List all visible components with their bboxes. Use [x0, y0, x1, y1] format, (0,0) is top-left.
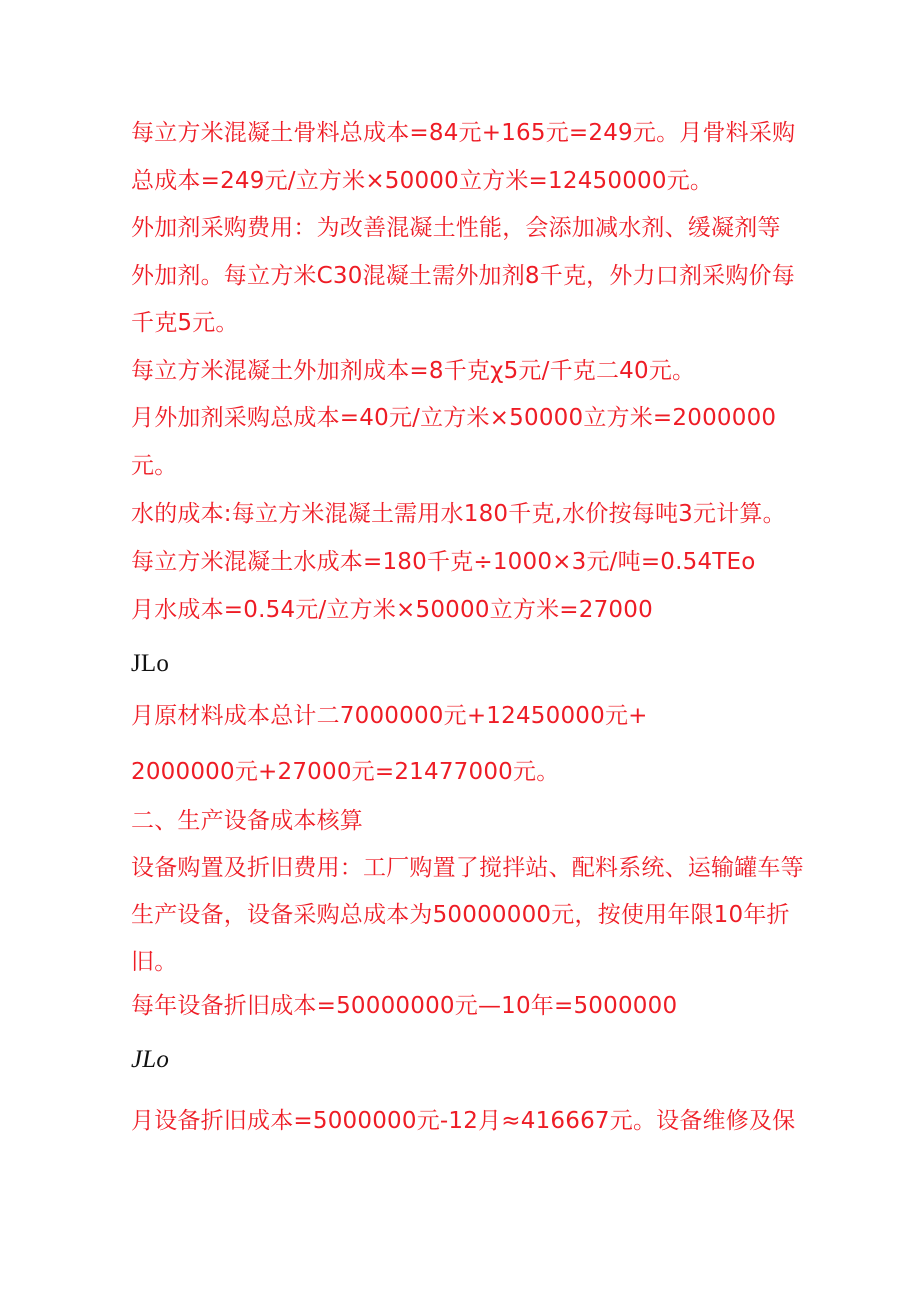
text-line: 外加剂。每立方米C30混凝土需外加剂8千克，外力口剂采购价每 [131, 263, 795, 289]
section-heading: 二、生产设备成本核算 [131, 808, 363, 834]
text-line: 每年设备折旧成本=50000000元—10年=5000000 [131, 993, 678, 1019]
text-line: 旧。 [131, 949, 178, 975]
text-line: 千克5元。 [131, 310, 239, 336]
text-line: 月设备折旧成本=5000000元-12月≈416667元。设备维修及保 [131, 1108, 796, 1134]
ocr-artifact-text: JLo [131, 650, 170, 677]
text-line: 生产设备，设备采购总成本为50000000元，按使用年限10年折 [131, 902, 790, 928]
text-line: 总成本=249元/立方米×50000立方米=12450000元。 [131, 168, 714, 194]
text-line: 每立方米混凝土骨料总成本=84元+165元=249元。月骨料采购 [131, 120, 796, 146]
text-line: 月外加剂采购总成本=40元/立方米×50000立方米=2000000 [131, 405, 777, 431]
text-line: 月水成本=0.54元/立方米×50000立方米=27000 [131, 597, 653, 623]
text-line: 2000000元+27000元=21477000元。 [131, 759, 560, 785]
text-line: 每立方米混凝土水成本=180千克÷1000×3元/吨=0.54TEo [131, 549, 756, 575]
text-line: 外加剂采购费用：为改善混凝土性能，会添加减水剂、缓凝剂等 [131, 215, 781, 241]
text-line: 每立方米混凝土外加剂成本=8千克χ5元/千克二40元。 [131, 358, 696, 384]
text-line: 设备购置及折旧费用：工厂购置了搅拌站、配料系统、运输罐车等 [131, 855, 804, 881]
ocr-artifact-text: JLo [131, 1046, 170, 1073]
text-line: 水的成本:每立方米混凝土需用水180千克,水价按每吨3元计算。 [131, 501, 786, 527]
text-line: 元。 [131, 453, 178, 479]
text-line: 月原材料成本总计二7000000元+12450000元+ [131, 703, 648, 729]
